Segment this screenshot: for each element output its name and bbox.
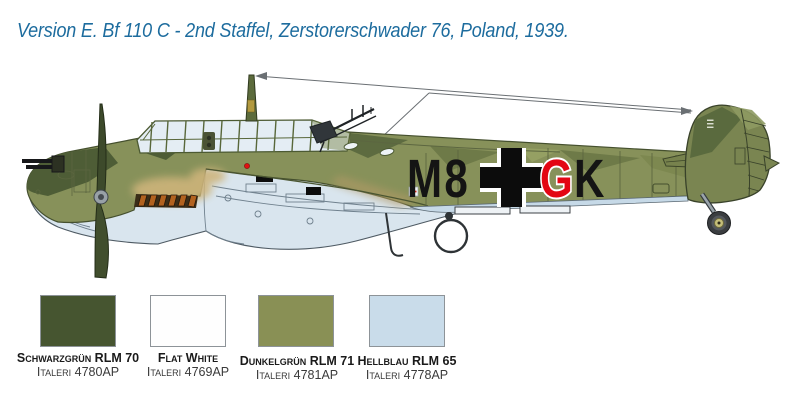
wire-arrow-right: [681, 107, 693, 115]
pilot-seat: [203, 132, 215, 150]
fuselage-code-k: K: [574, 149, 605, 210]
paint-code: Italeri 4778AP: [365, 368, 449, 382]
antenna-lead-in: [382, 93, 429, 137]
color-swatch-flat-white: [150, 295, 226, 347]
color-swatch-rlm71: [258, 295, 334, 347]
paint-name: Dunkelgrün RLM 71: [239, 354, 355, 368]
wire-arrow-left: [255, 72, 267, 80]
equipment-box: [306, 187, 321, 195]
paint-name: Schwarzgrün RLM 70: [16, 351, 140, 365]
fuselage-code-g: G: [540, 149, 573, 210]
navigation-light: [244, 163, 249, 168]
antenna-wire-secondary: [429, 93, 691, 113]
color-swatch-rlm70: [40, 295, 116, 347]
color-swatch-rlm65: [369, 295, 445, 347]
rudder-horn: [764, 156, 779, 171]
paint-code: Italeri 4769AP: [146, 365, 230, 379]
tail-fin: [685, 105, 779, 203]
paint-name: Hellblau RLM 65: [357, 354, 457, 368]
paint-name: Flat White: [157, 351, 219, 365]
antenna-wire-main: [257, 76, 691, 110]
page-title: Version E. Bf 110 C - 2nd Staffel, Zerstorerschwader 76, Poland, 1939.: [17, 20, 569, 42]
df-loop-ring: [435, 220, 467, 252]
exhaust-stubs: [134, 194, 198, 208]
antenna-mast: [246, 75, 257, 121]
ring-attachment: [445, 212, 453, 220]
propeller-blade-upper: [97, 104, 106, 191]
paint-label-rlm65: [339, 354, 475, 383]
tail-mark: III: [705, 119, 715, 130]
paint-code: Italeri 4781AP: [255, 368, 339, 382]
fuselage-code-m8: M8: [407, 149, 471, 210]
paint-code: Italeri 4780AP: [36, 365, 120, 379]
